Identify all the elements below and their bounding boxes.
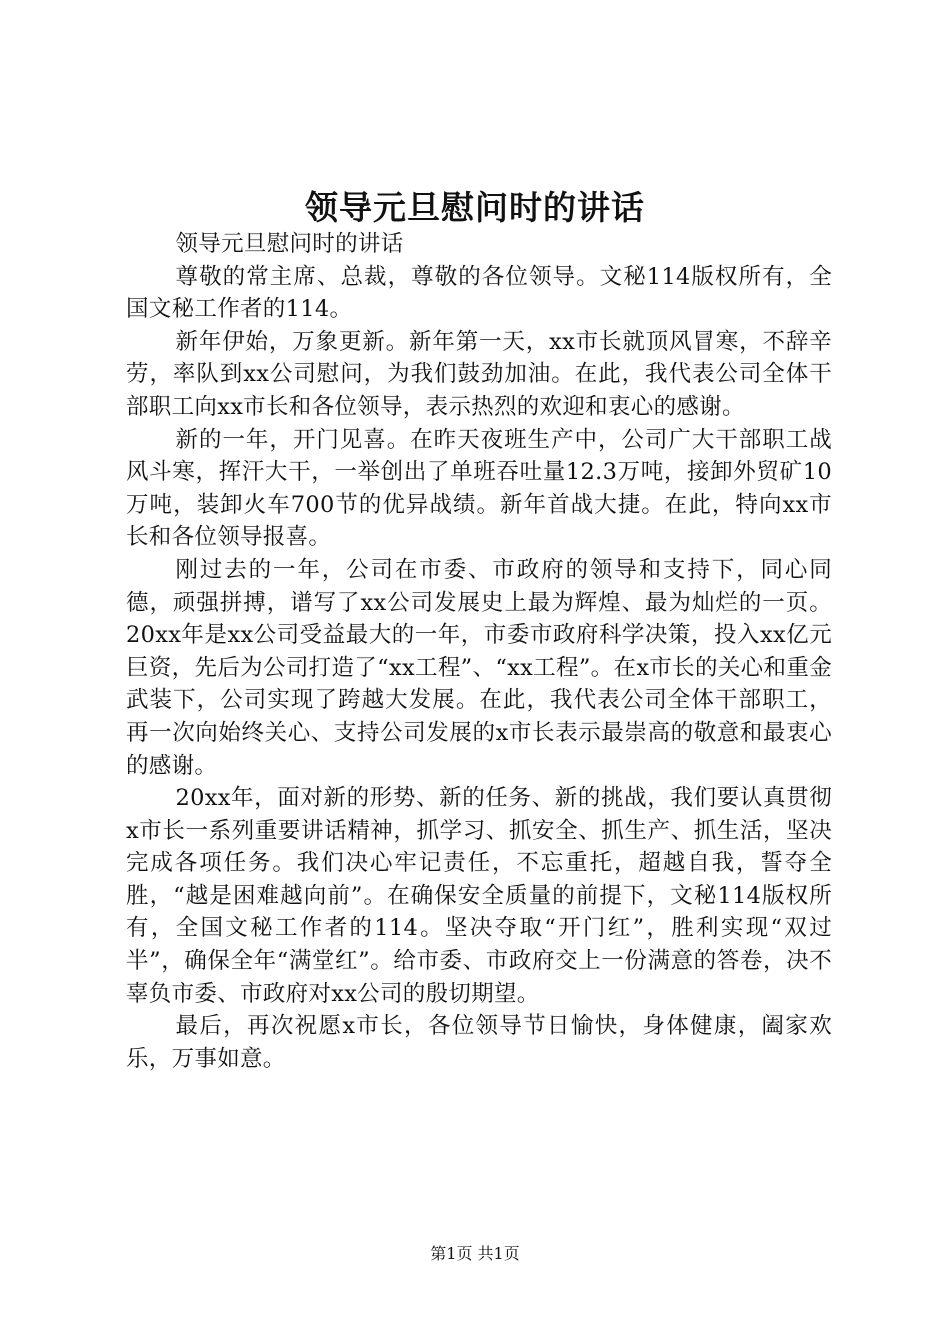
paragraph-tasks: 20xx年，面对新的形势、新的任务、新的挑战，我们要认真贯彻x市长一系列重要讲话精神，抓学习、抓安全、抓生产、抓生活，坚决完成各项任务。我们决心牢记责任，不忘重托，超越自我，誓夺全胜，“越是困难越向前”。在确保安全质量的前提下，文秘114版权所有，全国文秘工作者的114。坚决夺取“开门红”，胜利实现“双过半”，确保全年“满堂红”。给市委、市政府交上一份满意的答卷，决不辜负市委、市政府对xx公司的殷切期望。 [126, 785, 832, 1007]
paragraph-new-year: 新年伊始，万象更新。新年第一天，xx市长就顶风冒寒，不辞辛劳，率队到xx公司慰问，为我们鼓劲加油。在此，我代表公司全体干部职工向xx市长和各位领导，表示热烈的欢迎和衷心的感谢。 [126, 328, 832, 420]
paragraph-greeting: 尊敬的常主席、总裁，尊敬的各位领导。文秘114版权所有，全国文秘工作者的114。 [126, 263, 832, 323]
paragraph-achievements: 新的一年，开门见喜。在昨天夜班生产中，公司广大干部职工战风斗寒，挥汗大干，一举创出了单班吞吐量12.3万吨，接卸外贸矿10万吨，装卸火车700节的优异战绩。新年首战大捷。在此，特向xx市长和各位领导报喜。 [126, 426, 832, 551]
document-body [126, 228, 832, 1075]
paragraph-closing: 最后，再次祝愿x市长，各位领导节日愉快，身体健康，阖家欢乐，万事如意。 [126, 1013, 832, 1072]
page-number-footer: 第1页 共1页 [430, 1244, 520, 1263]
paragraph-heading-repeat: 领导元旦慰问时的讲话 [175, 231, 404, 257]
document-title: 领导元旦慰问时的讲话 [305, 188, 645, 227]
paragraph-past-year: 刚过去的一年，公司在市委、市政府的领导和支持下，同心同德，顽强拼搏，谱写了xx公司发展史上最为辉煌、最为灿烂的一页。20xx年是xx公司受益最大的一年，市委市政府科学决策，投入xx亿元巨资，先后为公司打造了“xx工程”、“xx工程”。在x市长的关心和重金武装下，公司实现了跨越大发展。在此，我代表公司全体干部职工，再一次向始终关心、支持公司发展的x市长表示最崇高的敬意和最衷心的感谢。 [126, 556, 832, 779]
